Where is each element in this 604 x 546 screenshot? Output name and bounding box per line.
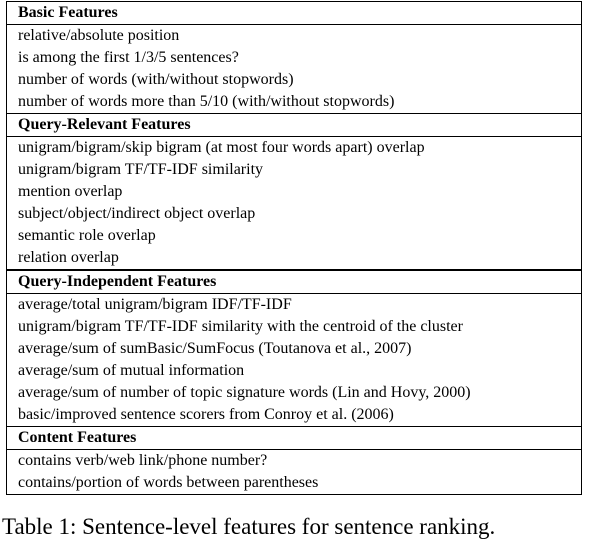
section-header-basic-features: Basic Features <box>7 2 582 25</box>
section-header-query-relevant-features: Query-Relevant Features <box>7 114 582 137</box>
table-row <box>7 225 582 247</box>
table-row <box>7 91 582 114</box>
feature-cell: semantic role overlap <box>7 225 582 247</box>
feature-cell: basic/improved sentence scorers from Conroy et al. (2006) <box>7 404 582 427</box>
table-row <box>7 137 582 160</box>
feature-table <box>6 1 582 495</box>
feature-cell: average/sum of number of topic signature words (Lin and Hovy, 2000) <box>7 382 582 404</box>
table-row <box>7 316 582 338</box>
table-row <box>7 472 582 495</box>
feature-cell: average/sum of sumBasic/SumFocus (Toutanova et al., 2007) <box>7 338 582 360</box>
feature-cell: contains verb/web link/phone number? <box>7 450 582 473</box>
section-header-query-independent-features: Query-Independent Features <box>7 270 582 294</box>
table-row <box>7 159 582 181</box>
feature-cell: average/total unigram/bigram IDF/TF-IDF <box>7 294 582 317</box>
table-row <box>7 25 582 48</box>
table-row <box>7 294 582 317</box>
feature-cell: contains/portion of words between parentheses <box>7 472 582 495</box>
feature-cell: unigram/bigram/skip bigram (at most four words apart) overlap <box>7 137 582 160</box>
feature-cell: number of words (with/without stopwords) <box>7 69 582 91</box>
section-header-row <box>7 270 582 294</box>
table-row <box>7 69 582 91</box>
table-row <box>7 181 582 203</box>
table-row <box>7 450 582 473</box>
feature-cell: number of words more than 5/10 (with/without stopwords) <box>7 91 582 114</box>
table-caption: Table 1: Sentence-level features for sentence ranking. <box>2 514 496 539</box>
section-header-row <box>7 2 582 25</box>
feature-cell: relation overlap <box>7 247 582 270</box>
feature-cell: average/sum of mutual information <box>7 360 582 382</box>
table-row <box>7 360 582 382</box>
table-row <box>7 247 582 270</box>
feature-cell: unigram/bigram TF/TF-IDF similarity <box>7 159 582 181</box>
section-header-row <box>7 427 582 450</box>
section-header-row <box>7 114 582 137</box>
feature-cell: unigram/bigram TF/TF-IDF similarity with the centroid of the cluster <box>7 316 582 338</box>
table-row <box>7 203 582 225</box>
table-row <box>7 404 582 427</box>
table-row <box>7 47 582 69</box>
feature-cell: subject/object/indirect object overlap <box>7 203 582 225</box>
section-header-content-features: Content Features <box>7 427 582 450</box>
table-row <box>7 382 582 404</box>
feature-cell: is among the first 1/3/5 sentences? <box>7 47 582 69</box>
feature-cell: relative/absolute position <box>7 25 582 48</box>
table-row <box>7 338 582 360</box>
feature-cell: mention overlap <box>7 181 582 203</box>
